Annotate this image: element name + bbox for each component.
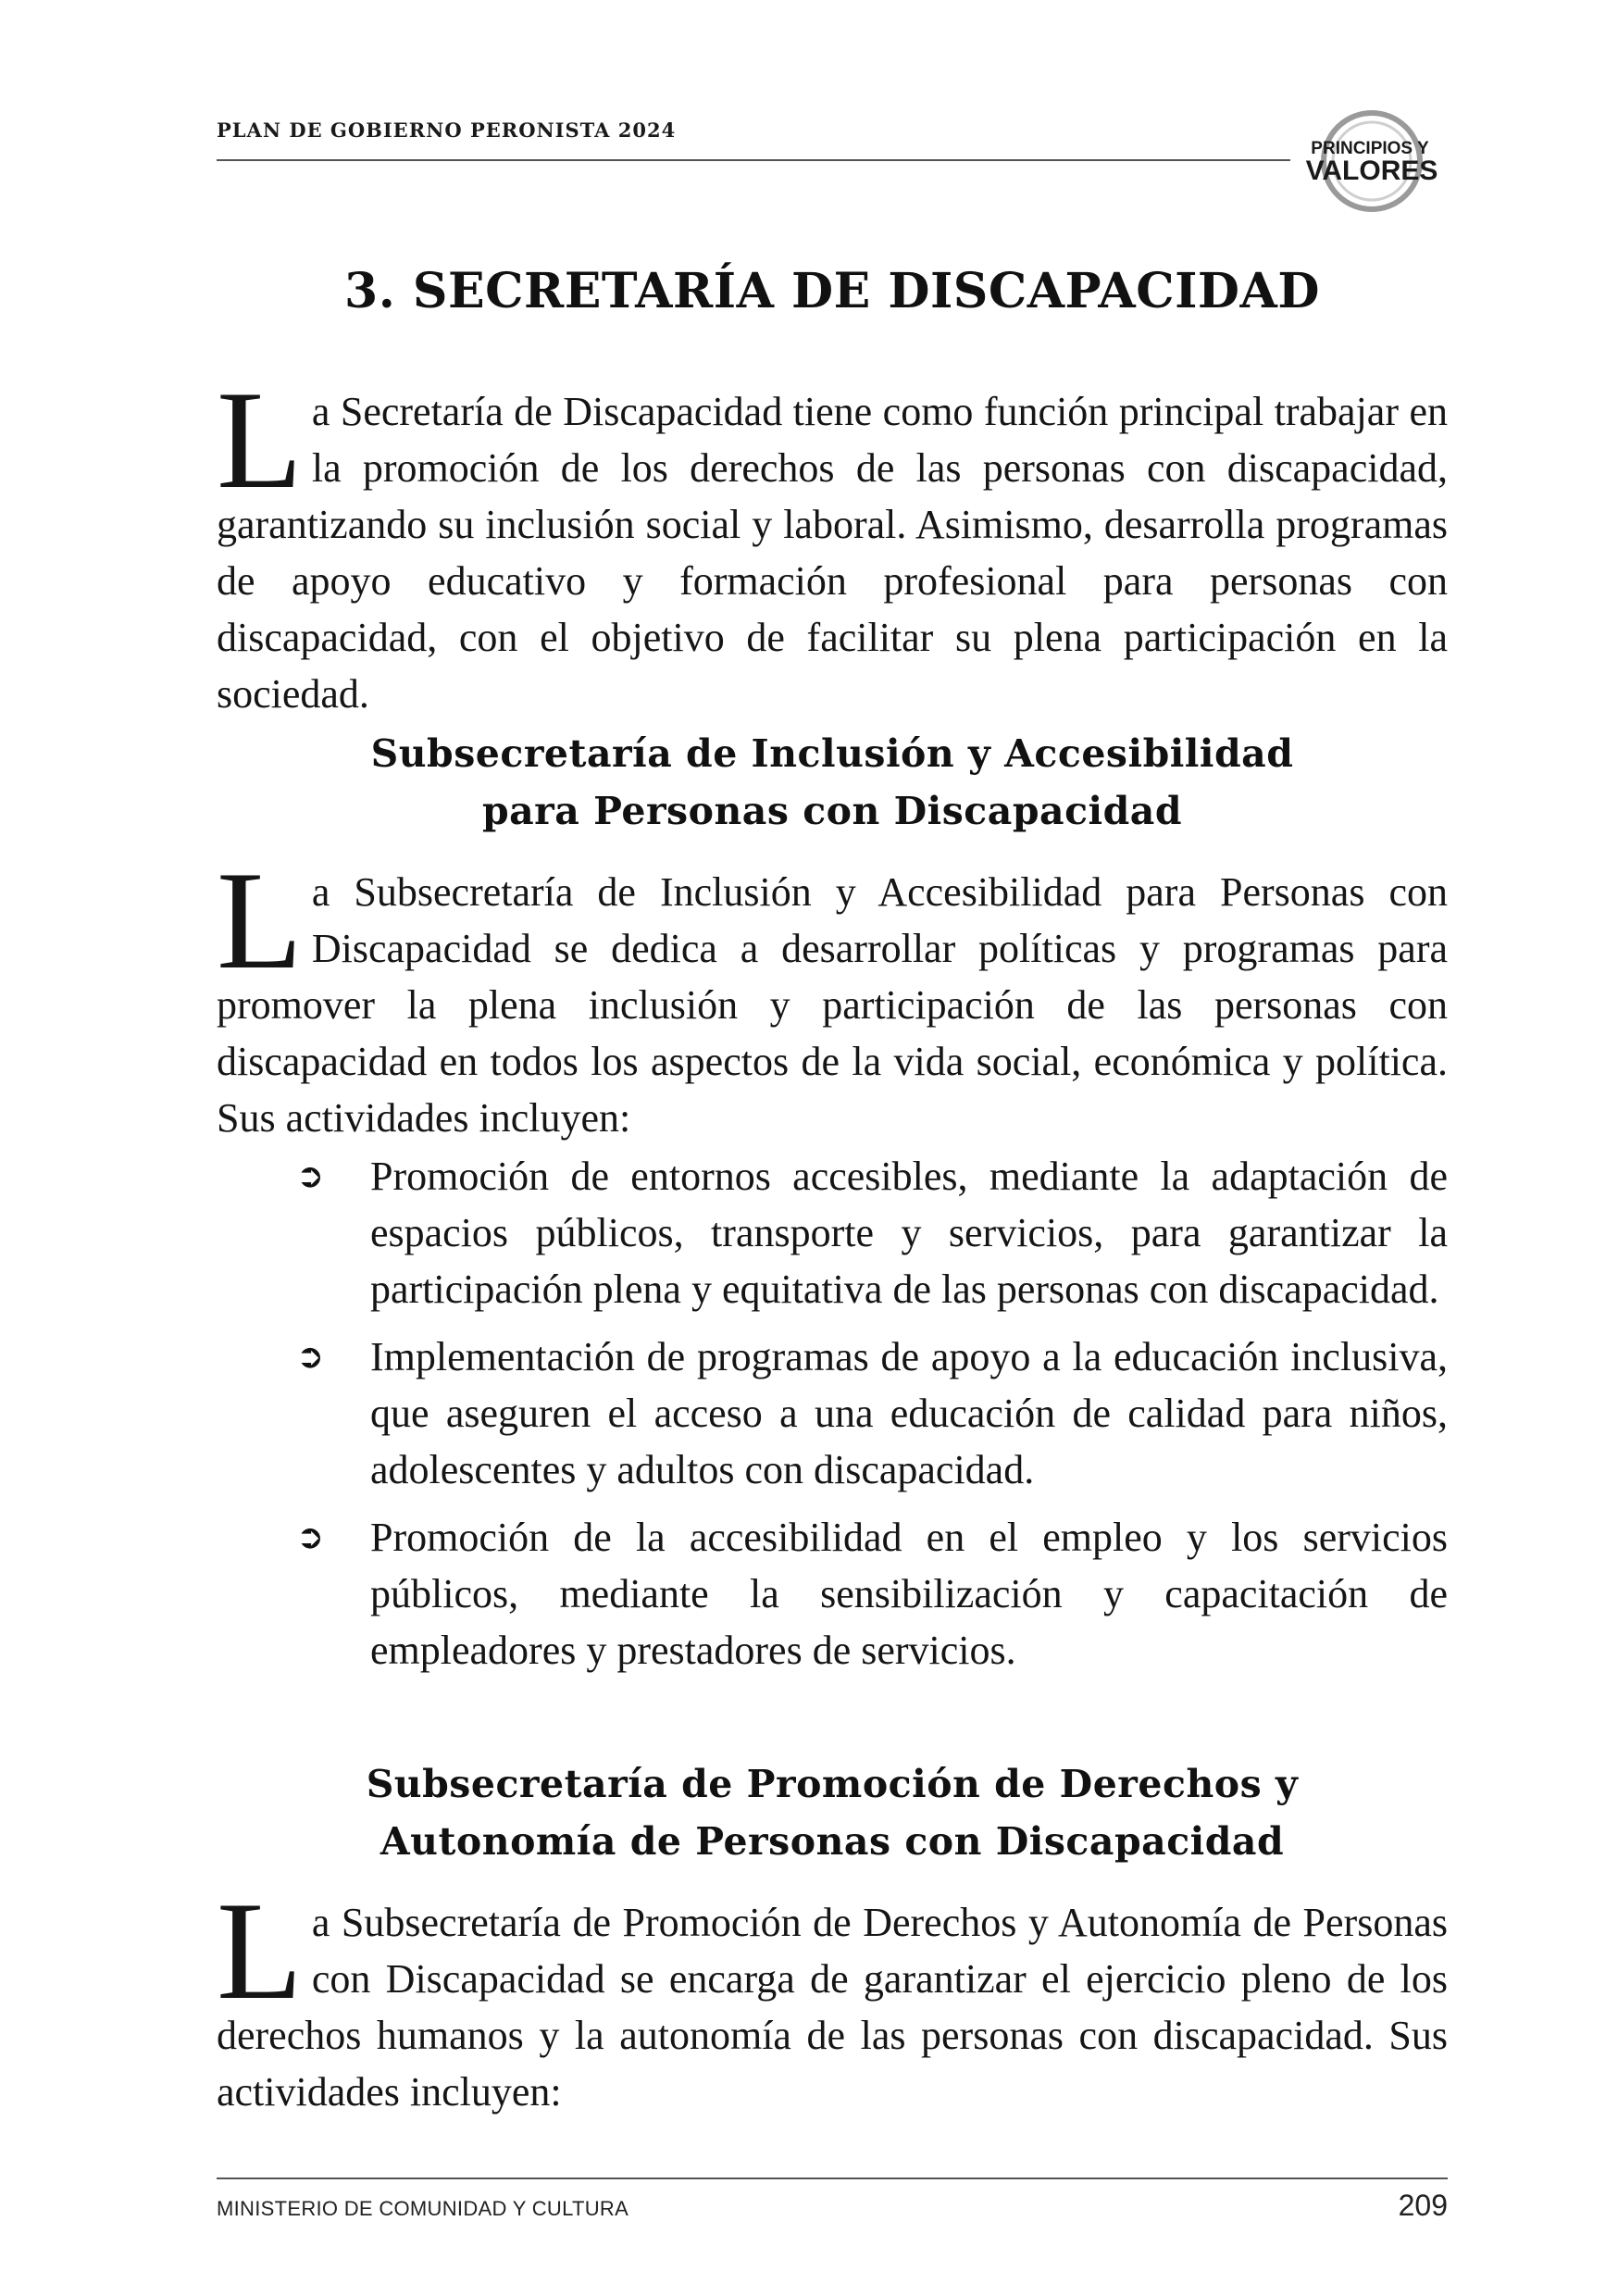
section1-heading-line2: para Personas con Discapacidad <box>481 789 1183 833</box>
list-item <box>296 1509 1448 1678</box>
footer-ministry: MINISTERIO DE COMUNIDAD Y CULTURA <box>217 2197 629 2220</box>
section1-heading <box>217 725 1448 840</box>
section2-heading-line1: Subsecretaría de Promoción de Derechos y <box>366 1762 1299 1806</box>
intro-dropcap: L <box>217 362 303 518</box>
chapter-title: 3. SECRETARÍA DE DISCAPACIDAD <box>344 263 1320 319</box>
bullet-text: Promoción de entornos accesibles, mediante la adaptación de espacios públicos, transporte y servicios, para garantizar la participación plena y equitativa de las personas con discapacidad. <box>370 1154 1448 1312</box>
intro-paragraph <box>217 362 1448 722</box>
section2-heading <box>217 1755 1448 1870</box>
footer-rule <box>217 2177 1448 2179</box>
bullet-text: Promoción de la accesibilidad en el empleo y los servicios públicos, mediante la sensibilización y capacitación de empleadores y prestadores de servicios. <box>370 1515 1448 1673</box>
section1-heading-line1: Subsecretaría de Inclusión y Accesibilidad <box>370 731 1294 776</box>
section2-text: a Subsecretaría de Promoción de Derechos y Autonomía de Personas con Discapacidad se encarga de garantizar el ejercicio pleno de los derechos humanos y la autonomía de las personas con discapacidad. Sus actividades incluyen: <box>217 1900 1448 2115</box>
arrow-bullet-icon: ➲ <box>296 1518 325 1556</box>
list-item <box>296 1329 1448 1498</box>
header-title: PLAN DE GOBIERNO PERONISTA 2024 <box>217 119 677 142</box>
section1-paragraph <box>217 842 1448 1146</box>
page-number: 209 <box>1398 2189 1448 2222</box>
section2-dropcap: L <box>217 1873 303 2028</box>
list-item <box>296 1148 1448 1317</box>
section1-bullet-list <box>296 1148 1448 1690</box>
intro-text: a Secretaría de Discapacidad tiene como función principal trabajar en la promoción de los derechos de las personas con discapacidad, garantizando su inclusión social y laboral. Asimismo, desarrolla programas de apoyo educativo y formación profesional para personas con discapacidad, con el objetivo de facilitar su plena participación en la sociedad. <box>217 389 1448 717</box>
logo-line1: PRINCIPIOS Y <box>1311 139 1429 158</box>
section1-dropcap: L <box>217 842 303 998</box>
header-rule <box>217 159 1290 161</box>
section2-paragraph <box>217 1873 1448 2120</box>
section2-heading-line2: Autonomía de Personas con Discapacidad <box>380 1819 1285 1864</box>
arrow-bullet-icon: ➲ <box>296 1338 325 1376</box>
arrow-bullet-icon: ➲ <box>296 1157 325 1195</box>
principios-valores-logo <box>1288 106 1464 217</box>
section1-text: a Subsecretaría de Inclusión y Accesibilidad para Personas con Discapacidad se dedica a desarrollar políticas y programas para promover la plena inclusión y participación de las personas con discapacidad en todos los aspectos de la vida social, económica y política. Sus actividades incluyen: <box>217 869 1448 1141</box>
bullet-text: Implementación de programas de apoyo a la educación inclusiva, que aseguren el acceso a una educación de calidad para niños, adolescentes y adultos con discapacidad. <box>370 1334 1448 1492</box>
logo-line2: VALORES <box>1305 156 1438 186</box>
